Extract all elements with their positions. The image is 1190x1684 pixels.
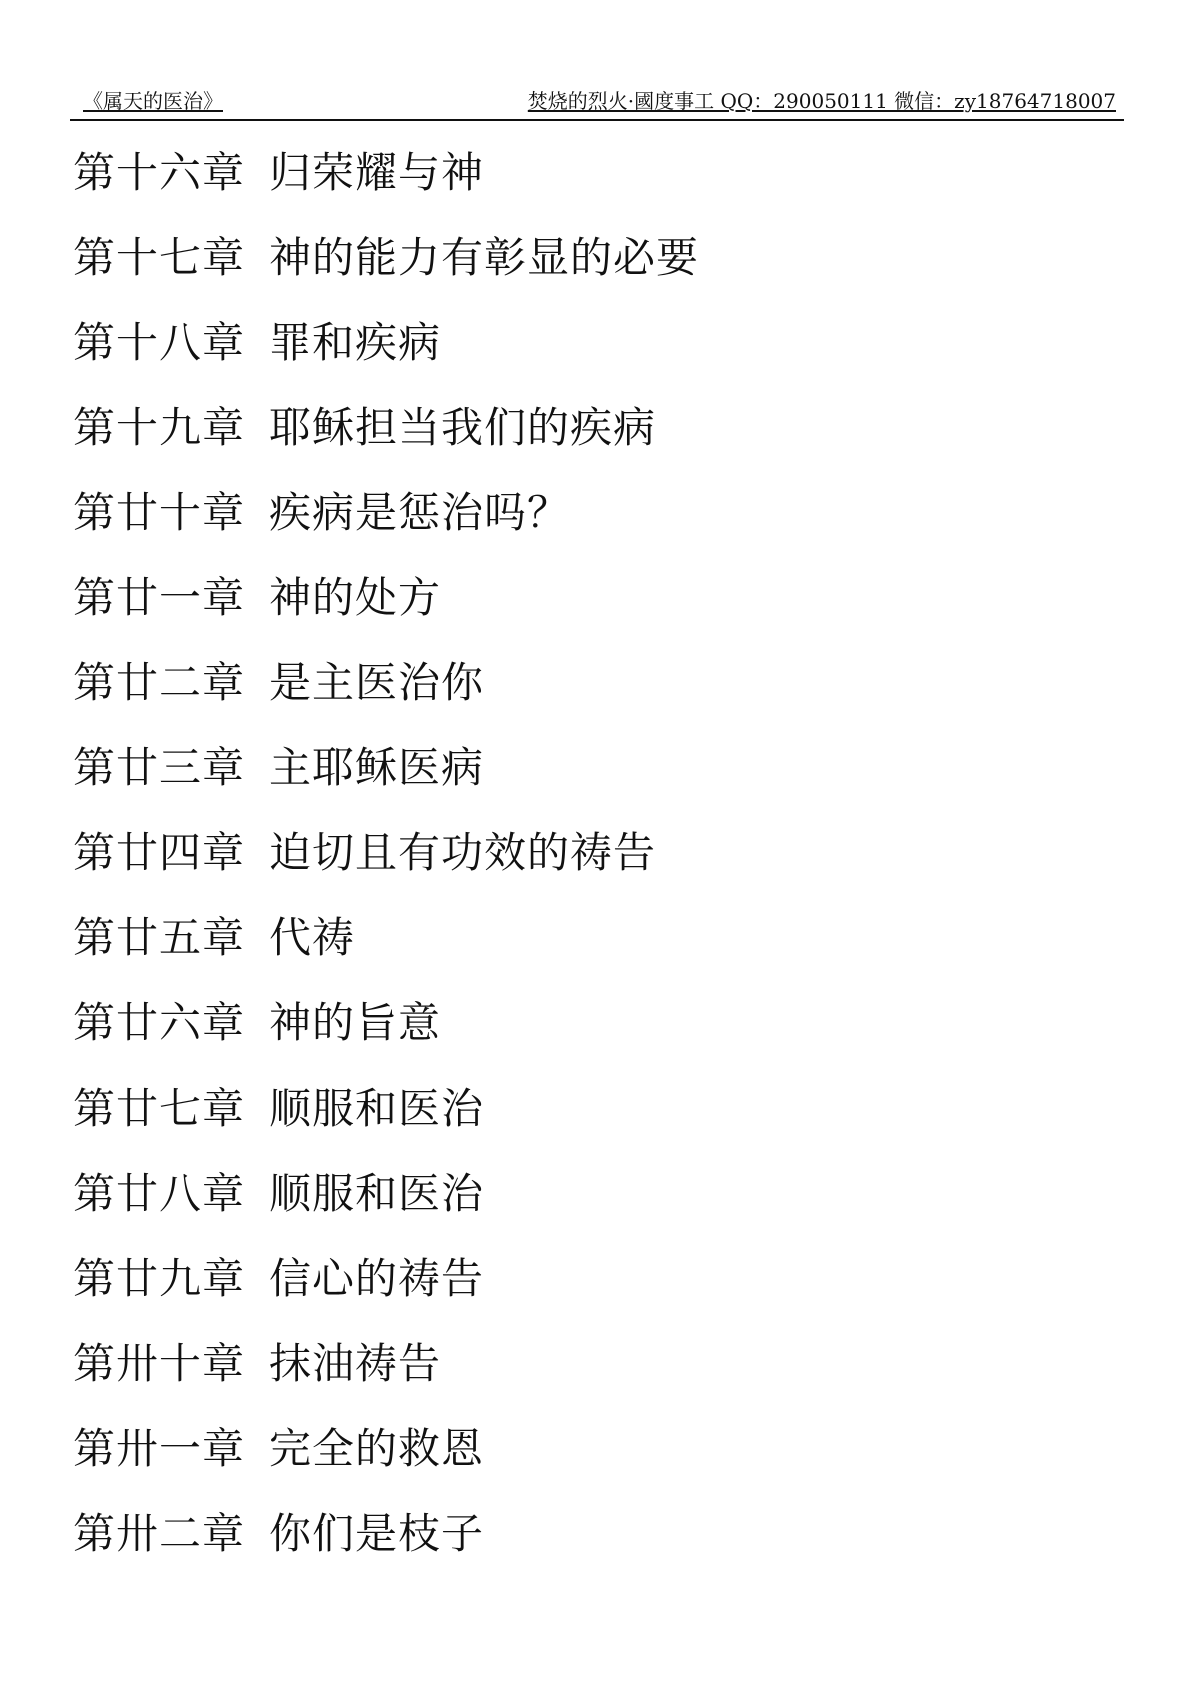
header-rule (70, 119, 1124, 121)
chapter-title: 完全的救恩 (269, 1423, 485, 1473)
toc-entry (73, 297, 1113, 382)
chapter-title: 迫切且有功效的祷告 (269, 828, 657, 878)
chapter-title: 顺服和医治 (269, 1083, 485, 1133)
toc-entry (73, 127, 1113, 212)
book-title: 《属天的医治》 (83, 89, 223, 113)
chapter-number: 第廿七章 (73, 1083, 246, 1133)
toc-entry (73, 1148, 1113, 1233)
toc-entry (73, 723, 1113, 808)
toc-entry (73, 382, 1113, 467)
ministry-contact: 焚烧的烈火·國度事工 QQ：290050111 微信：zy18764718007 (527, 89, 1116, 113)
chapter-title: 罪和疾病 (269, 317, 442, 367)
toc-entry (73, 1233, 1113, 1318)
chapter-number: 第十六章 (73, 147, 246, 197)
chapter-title: 神的能力有彰显的必要 (269, 232, 700, 282)
chapter-title: 是主医治你 (269, 658, 485, 708)
chapter-number: 第卅一章 (73, 1423, 246, 1473)
toc-entry (73, 808, 1113, 893)
toc-entry (73, 1489, 1113, 1574)
chapter-number: 第廿八章 (73, 1168, 246, 1218)
toc-entry (73, 638, 1113, 723)
toc-entry (73, 552, 1113, 637)
chapter-title: 神的处方 (269, 573, 442, 623)
chapter-title: 代祷 (269, 913, 356, 963)
chapter-title: 神的旨意 (269, 998, 442, 1048)
chapter-title: 耶稣担当我们的疾病 (269, 402, 657, 452)
chapter-number: 第卅二章 (73, 1509, 246, 1559)
chapter-number: 第十七章 (73, 232, 246, 282)
chapter-title: 你们是枝子 (269, 1509, 485, 1559)
chapter-number: 第廿九章 (73, 1253, 246, 1303)
chapter-number: 第廿六章 (73, 998, 246, 1048)
page-header (83, 84, 1123, 118)
chapter-number: 第卅十章 (73, 1338, 246, 1388)
chapter-title: 信心的祷告 (269, 1253, 485, 1303)
toc-entry (73, 893, 1113, 978)
chapter-number: 第十九章 (73, 402, 246, 452)
table-of-contents (73, 127, 1113, 1574)
toc-entry (73, 212, 1113, 297)
chapter-number: 第廿二章 (73, 658, 246, 708)
toc-entry (73, 978, 1113, 1063)
chapter-number: 第十八章 (73, 317, 246, 367)
toc-entry (73, 1318, 1113, 1403)
chapter-number: 第廿一章 (73, 573, 246, 623)
toc-entry (73, 1403, 1113, 1488)
chapter-title: 抹油祷告 (269, 1338, 442, 1388)
chapter-number: 第廿四章 (73, 828, 246, 878)
chapter-title: 顺服和医治 (269, 1168, 485, 1218)
chapter-title: 归荣耀与神 (269, 147, 485, 197)
toc-entry (73, 1063, 1113, 1148)
toc-entry (73, 467, 1113, 552)
chapter-title: 疾病是惩治吗？ (269, 487, 571, 537)
chapter-title: 主耶稣医病 (269, 743, 485, 793)
chapter-number: 第廿十章 (73, 487, 246, 537)
chapter-number: 第廿三章 (73, 743, 246, 793)
chapter-number: 第廿五章 (73, 913, 246, 963)
